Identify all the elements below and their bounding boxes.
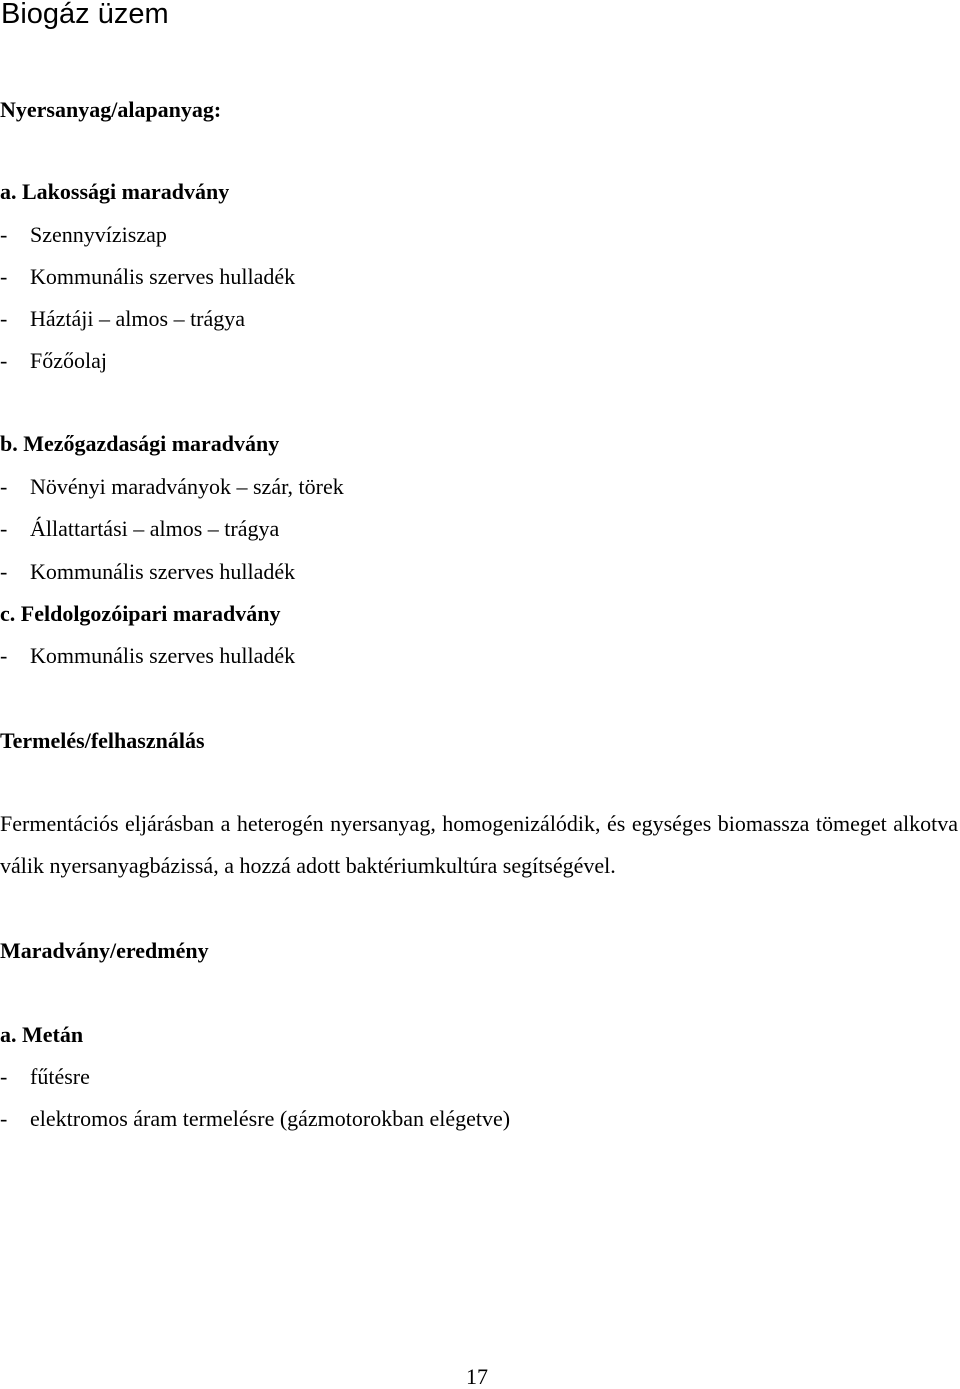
dash-marker: - — [0, 1106, 8, 1131]
list-item-text: Háztáji – almos – trágya — [30, 306, 246, 331]
list-item — [0, 1108, 510, 1130]
list-item — [0, 308, 245, 330]
dash-marker: - — [0, 264, 8, 289]
list-item — [0, 476, 344, 498]
dash-marker: - — [0, 348, 8, 373]
dash-marker: - — [0, 559, 8, 584]
list-item — [0, 1066, 90, 1088]
group-b-heading: b. Mezőgazdasági maradvány — [0, 431, 280, 456]
dash-marker: - — [0, 474, 8, 499]
dash-marker: - — [0, 222, 8, 247]
list-item-text: Kommunális szerves hulladék — [30, 559, 296, 584]
page-number: 17 — [466, 1364, 488, 1389]
dash-marker: - — [0, 306, 8, 331]
production-paragraph: Fermentációs eljárásban a heterogén nyersanyag, homogenizálódik, és egységes biomassza tömeget alkotva válik nyersanyagbázissá, a hozzá adott baktériumkultúra segítségével. — [0, 811, 958, 878]
raw-material-heading: Nyersanyag/alapanyag: — [0, 97, 222, 122]
result-group-a-heading: a. Metán — [0, 1022, 84, 1047]
list-item-text: fűtésre — [30, 1064, 90, 1089]
group-c-heading: c. Feldolgozóipari maradvány — [0, 601, 281, 626]
list-item-text: Főzőolaj — [30, 348, 107, 373]
list-item — [0, 518, 279, 540]
page-title: Biogáz üzem — [1, 0, 169, 30]
list-item — [0, 561, 295, 583]
list-item-text: Kommunális szerves hulladék — [30, 264, 296, 289]
dash-marker: - — [0, 1064, 8, 1089]
list-item-text: elektromos áram termelésre (gázmotorokban elégetve) — [30, 1106, 511, 1131]
result-heading: Maradvány/eredmény — [0, 938, 209, 963]
list-item-text: Kommunális szerves hulladék — [30, 643, 296, 668]
list-item — [0, 350, 107, 372]
group-a-heading: a. Lakossági maradvány — [0, 179, 230, 204]
production-heading: Termelés/felhasználás — [0, 728, 205, 753]
list-item-text: Növényi maradványok – szár, törek — [30, 474, 344, 499]
list-item — [0, 224, 167, 246]
list-item-text: Állattartási – almos – trágya — [30, 516, 280, 541]
list-item — [0, 645, 295, 667]
list-item — [0, 266, 295, 288]
dash-marker: - — [0, 516, 8, 541]
list-item-text: Szennyvíziszap — [30, 222, 167, 247]
dash-marker: - — [0, 643, 8, 668]
